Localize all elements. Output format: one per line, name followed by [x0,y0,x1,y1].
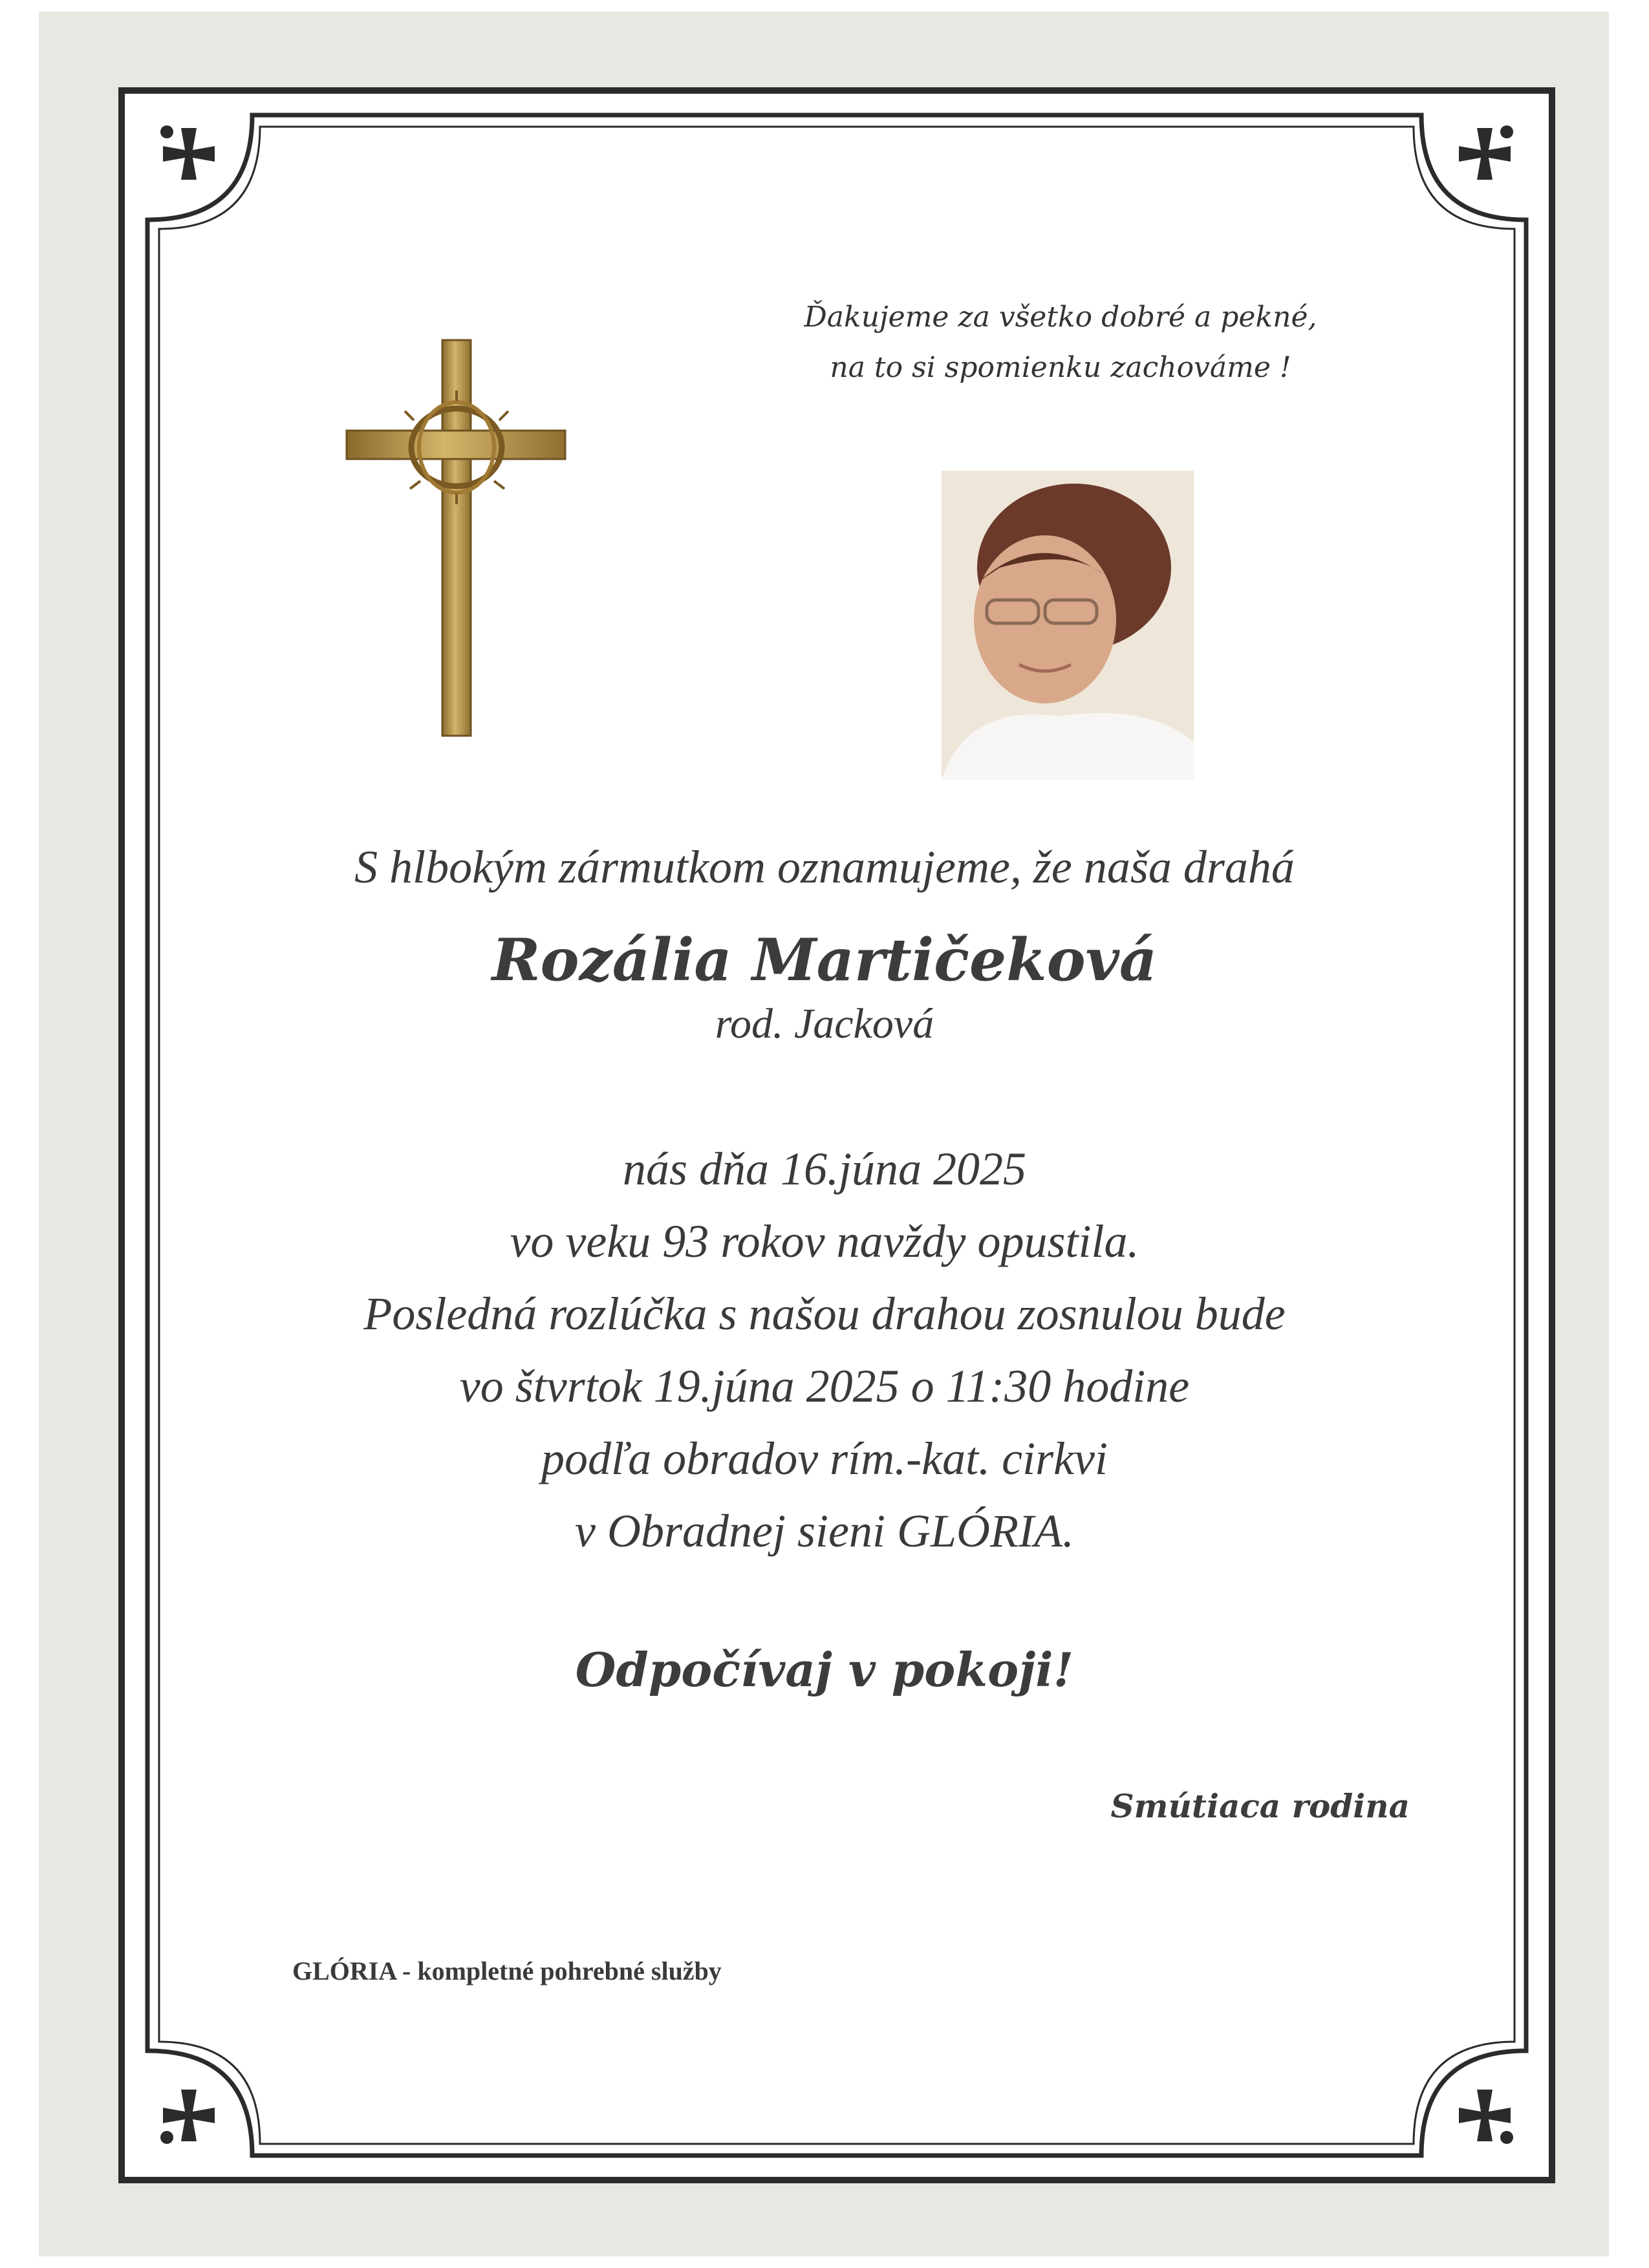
portrait-photo [942,471,1194,780]
body-line: vo veku 93 rokov navždy opustila. [510,1215,1139,1267]
body-line: nás dňa 16.júna 2025 [622,1143,1027,1195]
announcement-body [0,1133,1649,1567]
funeral-service-footer: GLÓRIA - kompletné pohrebné služby [292,1956,722,1985]
signature: Smútiaca rodina [1110,1787,1410,1825]
motto-line: na to si spomienku zachováme ! [830,351,1291,384]
body-line: vo štvrtok 19.júna 2025 o 11:30 hodine [459,1360,1190,1412]
deceased-name: Rozália Martičeková [491,926,1158,994]
announcement-intro: S hlbokým zármutkom oznamujeme, že naša drahá [354,841,1295,893]
motto-line: Ďakujeme za všetko dobré a pekné, [804,301,1317,334]
body-line: podľa obradov rím.-kat. cirkvi [541,1433,1108,1484]
closing-blessing: Odpočívaj v pokoji! [575,1642,1074,1697]
body-line: v Obradnej sieni GLÓRIA. [575,1505,1074,1557]
body-line: Posledná rozlúčka s našou drahou zosnulou bude [363,1288,1286,1340]
maiden-name: rod. Jacková [715,1000,934,1047]
